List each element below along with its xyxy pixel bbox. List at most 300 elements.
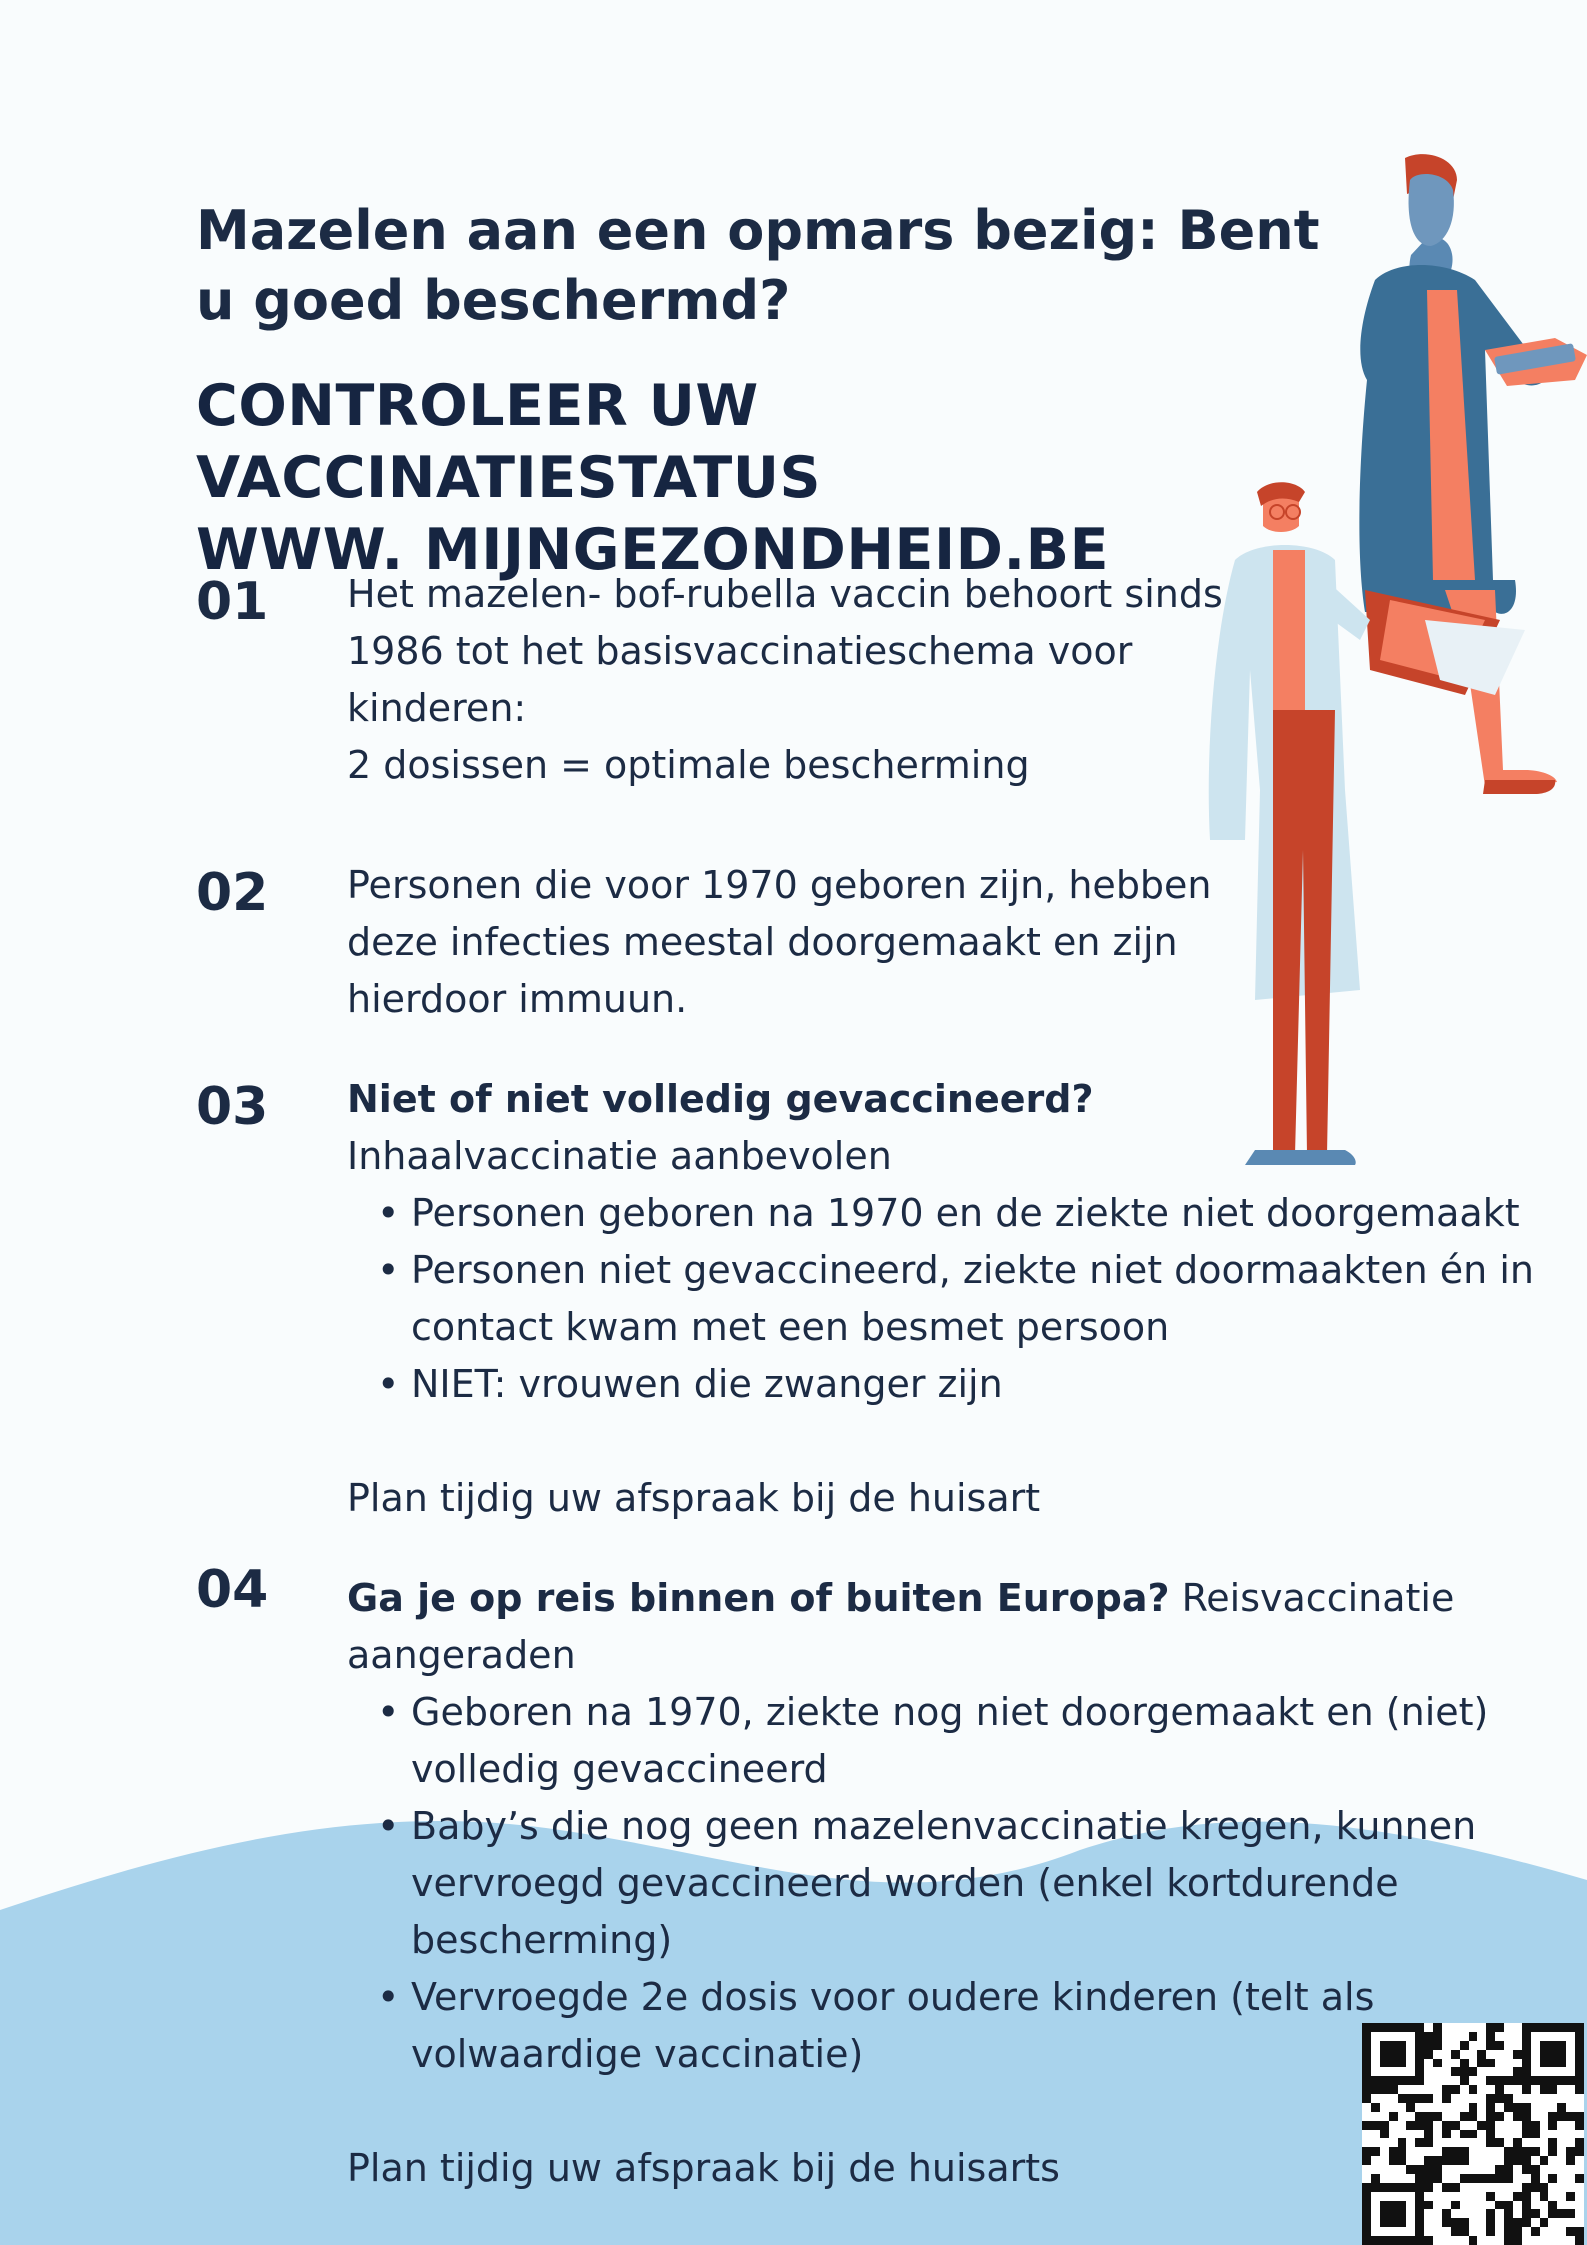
qr-module xyxy=(1433,2103,1442,2112)
qr-module xyxy=(1406,2192,1415,2201)
qr-module xyxy=(1398,2103,1407,2112)
qr-module xyxy=(1380,2121,1389,2130)
qr-module xyxy=(1433,2059,1442,2068)
qr-module xyxy=(1415,2236,1424,2245)
qr-module xyxy=(1451,2174,1460,2183)
item-04-bullet: • Geboren na 1970, ziekte nog niet doorgemaakt en (niet) volledig gevaccineerd xyxy=(377,1684,1497,1798)
qr-module xyxy=(1442,2227,1451,2236)
qr-module xyxy=(1513,2041,1522,2050)
qr-module xyxy=(1451,2147,1460,2156)
qr-module xyxy=(1424,2147,1433,2156)
qr-module xyxy=(1451,2201,1460,2210)
qr-module xyxy=(1566,2076,1575,2085)
qr-module xyxy=(1362,2032,1371,2041)
qr-module xyxy=(1389,2085,1398,2094)
qr-module xyxy=(1415,2165,1424,2174)
qr-module xyxy=(1371,2138,1380,2147)
qr-module xyxy=(1548,2156,1557,2165)
item-04-footer: Plan tijdig uw afspraak bij de huisarts xyxy=(347,2146,1060,2190)
qr-module xyxy=(1389,2201,1398,2210)
item-02 xyxy=(347,857,1247,1028)
qr-module xyxy=(1362,2156,1371,2165)
qr-module xyxy=(1389,2192,1398,2201)
qr-module xyxy=(1575,2183,1584,2192)
qr-module xyxy=(1477,2165,1486,2174)
qr-module xyxy=(1362,2183,1371,2192)
qr-module xyxy=(1362,2103,1371,2112)
qr-module xyxy=(1406,2165,1415,2174)
qr-module xyxy=(1406,2209,1415,2218)
qr-module xyxy=(1477,2156,1486,2165)
qr-module xyxy=(1415,2023,1424,2032)
qr-module xyxy=(1495,2138,1504,2147)
qr-module xyxy=(1433,2041,1442,2050)
qr-module xyxy=(1424,2041,1433,2050)
qr-module xyxy=(1522,2218,1531,2227)
qr-module xyxy=(1389,2103,1398,2112)
item-number-01: 01 xyxy=(196,572,269,632)
qr-module xyxy=(1531,2085,1540,2094)
qr-module xyxy=(1442,2138,1451,2147)
qr-module xyxy=(1442,2076,1451,2085)
qr-module xyxy=(1433,2085,1442,2094)
qr-module xyxy=(1504,2076,1513,2085)
qr-module xyxy=(1469,2183,1478,2192)
qr-module xyxy=(1460,2085,1469,2094)
qr-module xyxy=(1433,2121,1442,2130)
qr-module xyxy=(1380,2174,1389,2183)
qr-module xyxy=(1504,2138,1513,2147)
qr-module xyxy=(1424,2183,1433,2192)
qr-module xyxy=(1486,2227,1495,2236)
qr-module xyxy=(1451,2218,1460,2227)
qr-module xyxy=(1548,2032,1557,2041)
qr-module xyxy=(1442,2094,1451,2103)
item-04-bullet: • Baby’s die nog geen mazelenvaccinatie kregen, kunnen vervroegd gevaccineerd worden (enkel kortdurende bescherming) xyxy=(377,1798,1497,1969)
qr-module xyxy=(1442,2112,1451,2121)
qr-module xyxy=(1469,2067,1478,2076)
qr-module xyxy=(1575,2094,1584,2103)
qr-module xyxy=(1575,2059,1584,2068)
qr-module xyxy=(1548,2174,1557,2183)
qr-module xyxy=(1477,2130,1486,2139)
qr-module xyxy=(1460,2041,1469,2050)
qr-module xyxy=(1460,2201,1469,2210)
qr-module xyxy=(1575,2192,1584,2201)
qr-module xyxy=(1495,2032,1504,2041)
qr-module xyxy=(1424,2156,1433,2165)
qr-module xyxy=(1531,2041,1540,2050)
qr-module xyxy=(1371,2094,1380,2103)
qr-module xyxy=(1513,2103,1522,2112)
qr-module xyxy=(1469,2130,1478,2139)
qr-module xyxy=(1433,2156,1442,2165)
qr-module xyxy=(1398,2201,1407,2210)
qr-module xyxy=(1469,2147,1478,2156)
qr-module xyxy=(1442,2067,1451,2076)
qr-module xyxy=(1540,2050,1549,2059)
qr-module xyxy=(1566,2192,1575,2201)
qr-module xyxy=(1522,2023,1531,2032)
qr-module xyxy=(1566,2041,1575,2050)
qr-module xyxy=(1415,2201,1424,2210)
qr-module xyxy=(1495,2112,1504,2121)
qr-module xyxy=(1522,2192,1531,2201)
qr-module xyxy=(1398,2192,1407,2201)
qr-module xyxy=(1424,2085,1433,2094)
qr-module xyxy=(1566,2209,1575,2218)
qr-module xyxy=(1398,2085,1407,2094)
qr-module xyxy=(1486,2156,1495,2165)
qr-module xyxy=(1548,2059,1557,2068)
qr-module xyxy=(1424,2227,1433,2236)
qr-module xyxy=(1540,2147,1549,2156)
qr-module xyxy=(1451,2112,1460,2121)
qr-module xyxy=(1442,2121,1451,2130)
qr-module xyxy=(1469,2227,1478,2236)
qr-module xyxy=(1504,2147,1513,2156)
qr-module xyxy=(1504,2059,1513,2068)
qr-module xyxy=(1442,2218,1451,2227)
qr-module xyxy=(1495,2174,1504,2183)
qr-module xyxy=(1442,2085,1451,2094)
qr-module xyxy=(1477,2218,1486,2227)
qr-module xyxy=(1522,2183,1531,2192)
qr-module xyxy=(1469,2192,1478,2201)
qr-module xyxy=(1406,2121,1415,2130)
qr-module xyxy=(1575,2147,1584,2156)
qr-module xyxy=(1557,2094,1566,2103)
qr-module xyxy=(1442,2032,1451,2041)
qr-module xyxy=(1486,2032,1495,2041)
qr-module xyxy=(1575,2112,1584,2121)
qr-module xyxy=(1451,2236,1460,2245)
qr-module xyxy=(1424,2059,1433,2068)
qr-module xyxy=(1460,2130,1469,2139)
qr-module xyxy=(1433,2147,1442,2156)
qr-module xyxy=(1531,2174,1540,2183)
qr-module xyxy=(1531,2165,1540,2174)
qr-module xyxy=(1575,2067,1584,2076)
qr-module xyxy=(1380,2130,1389,2139)
qr-module xyxy=(1477,2236,1486,2245)
qr-module xyxy=(1504,2094,1513,2103)
qr-module xyxy=(1371,2076,1380,2085)
qr-module xyxy=(1451,2085,1460,2094)
qr-module xyxy=(1531,2103,1540,2112)
qr-module xyxy=(1513,2023,1522,2032)
qr-module xyxy=(1495,2130,1504,2139)
item-03-bullet: • Personen geboren na 1970 en de ziekte niet doorgemaakt xyxy=(377,1185,1547,1242)
qr-module xyxy=(1495,2103,1504,2112)
qr-module xyxy=(1469,2076,1478,2085)
qr-module xyxy=(1531,2094,1540,2103)
qr-module xyxy=(1540,2183,1549,2192)
qr-module xyxy=(1380,2218,1389,2227)
qr-module xyxy=(1442,2174,1451,2183)
qr-module xyxy=(1557,2192,1566,2201)
qr-module xyxy=(1557,2041,1566,2050)
qr-module xyxy=(1531,2076,1540,2085)
qr-module xyxy=(1460,2067,1469,2076)
qr-module xyxy=(1415,2192,1424,2201)
qr-module xyxy=(1451,2121,1460,2130)
qr-module xyxy=(1380,2050,1389,2059)
qr-module xyxy=(1424,2094,1433,2103)
qr-module xyxy=(1460,2094,1469,2103)
qr-module xyxy=(1486,2147,1495,2156)
qr-module xyxy=(1504,2103,1513,2112)
qr-module xyxy=(1406,2236,1415,2245)
qr-module xyxy=(1433,2094,1442,2103)
qr-module xyxy=(1433,2209,1442,2218)
qr-module xyxy=(1540,2067,1549,2076)
qr-module xyxy=(1522,2165,1531,2174)
qr-module xyxy=(1433,2192,1442,2201)
qr-module xyxy=(1513,2192,1522,2201)
qr-module xyxy=(1495,2067,1504,2076)
qr-module xyxy=(1442,2041,1451,2050)
qr-module xyxy=(1495,2050,1504,2059)
qr-module xyxy=(1460,2147,1469,2156)
qr-module xyxy=(1486,2041,1495,2050)
qr-module xyxy=(1566,2218,1575,2227)
qr-module xyxy=(1513,2156,1522,2165)
qr-module xyxy=(1398,2174,1407,2183)
qr-module xyxy=(1575,2076,1584,2085)
qr-module xyxy=(1495,2085,1504,2094)
qr-module xyxy=(1389,2050,1398,2059)
qr-module xyxy=(1548,2041,1557,2050)
cta-line-1: CONTROLEER UW VACCINATIESTATUS xyxy=(196,373,822,511)
qr-module xyxy=(1415,2156,1424,2165)
qr-module xyxy=(1531,2067,1540,2076)
qr-module xyxy=(1504,2165,1513,2174)
qr-module xyxy=(1495,2183,1504,2192)
qr-module xyxy=(1531,2201,1540,2210)
qr-module xyxy=(1406,2174,1415,2183)
qr-module xyxy=(1406,2067,1415,2076)
qr-module xyxy=(1540,2138,1549,2147)
qr-module xyxy=(1380,2183,1389,2192)
qr-module xyxy=(1548,2218,1557,2227)
qr-module xyxy=(1415,2032,1424,2041)
qr-module xyxy=(1380,2192,1389,2201)
qr-module xyxy=(1513,2174,1522,2183)
qr-module xyxy=(1362,2067,1371,2076)
qr-module xyxy=(1486,2138,1495,2147)
qr-module xyxy=(1460,2076,1469,2085)
qr-module xyxy=(1380,2094,1389,2103)
qr-module xyxy=(1415,2209,1424,2218)
qr-module xyxy=(1495,2201,1504,2210)
qr-module xyxy=(1469,2201,1478,2210)
qr-module xyxy=(1513,2067,1522,2076)
item-03-text: Inhaalvaccinatie aanbevolen xyxy=(347,1134,892,1178)
qr-module xyxy=(1460,2121,1469,2130)
qr-module xyxy=(1433,2236,1442,2245)
qr-module xyxy=(1477,2192,1486,2201)
qr-module xyxy=(1566,2094,1575,2103)
item-number-03: 03 xyxy=(196,1077,269,1137)
qr-module xyxy=(1380,2236,1389,2245)
qr-module xyxy=(1380,2147,1389,2156)
qr-module xyxy=(1398,2218,1407,2227)
qr-module xyxy=(1522,2209,1531,2218)
qr-module xyxy=(1566,2227,1575,2236)
qr-module xyxy=(1451,2067,1460,2076)
qr-module xyxy=(1442,2147,1451,2156)
qr-module xyxy=(1442,2183,1451,2192)
qr-module xyxy=(1557,2085,1566,2094)
qr-module xyxy=(1548,2067,1557,2076)
qr-module xyxy=(1522,2103,1531,2112)
qr-module xyxy=(1424,2050,1433,2059)
qr-module xyxy=(1451,2209,1460,2218)
qr-module xyxy=(1540,2218,1549,2227)
qr-module xyxy=(1415,2130,1424,2139)
qr-module xyxy=(1451,2023,1460,2032)
qr-module xyxy=(1451,2094,1460,2103)
qr-module xyxy=(1531,2183,1540,2192)
qr-module xyxy=(1575,2218,1584,2227)
qr-module xyxy=(1495,2209,1504,2218)
qr-module xyxy=(1531,2032,1540,2041)
qr-module xyxy=(1371,2236,1380,2245)
qr-module xyxy=(1389,2174,1398,2183)
qr-module xyxy=(1531,2112,1540,2121)
qr-module xyxy=(1406,2050,1415,2059)
qr-module xyxy=(1477,2076,1486,2085)
qr-module xyxy=(1362,2094,1371,2103)
item-04 xyxy=(347,1570,1497,2197)
qr-module xyxy=(1540,2112,1549,2121)
qr-module xyxy=(1433,2076,1442,2085)
qr-module xyxy=(1371,2067,1380,2076)
qr-module xyxy=(1389,2041,1398,2050)
qr-module xyxy=(1540,2076,1549,2085)
qr-module xyxy=(1575,2121,1584,2130)
qr-module xyxy=(1398,2227,1407,2236)
qr-module xyxy=(1486,2218,1495,2227)
qr-module xyxy=(1513,2209,1522,2218)
qr-module xyxy=(1389,2156,1398,2165)
qr-module xyxy=(1406,2147,1415,2156)
qr-module xyxy=(1371,2227,1380,2236)
qr-module xyxy=(1477,2183,1486,2192)
qr-module xyxy=(1548,2192,1557,2201)
qr-module xyxy=(1513,2032,1522,2041)
qr-module xyxy=(1548,2227,1557,2236)
qr-module xyxy=(1540,2174,1549,2183)
qr-module xyxy=(1486,2236,1495,2245)
item-03-bullet: • NIET: vrouwen die zwanger zijn xyxy=(377,1356,1547,1413)
qr-module xyxy=(1575,2085,1584,2094)
qr-module xyxy=(1504,2121,1513,2130)
qr-module xyxy=(1398,2076,1407,2085)
qr-module xyxy=(1477,2085,1486,2094)
qr-module xyxy=(1460,2112,1469,2121)
qr-module xyxy=(1495,2059,1504,2068)
qr-module xyxy=(1557,2023,1566,2032)
qr-module xyxy=(1406,2023,1415,2032)
qr-module xyxy=(1486,2059,1495,2068)
qr-module xyxy=(1415,2076,1424,2085)
qr-module xyxy=(1522,2067,1531,2076)
qr-module xyxy=(1398,2121,1407,2130)
qr-module xyxy=(1477,2201,1486,2210)
qr-module xyxy=(1406,2201,1415,2210)
qr-module xyxy=(1362,2201,1371,2210)
qr-module xyxy=(1504,2041,1513,2050)
qr-module xyxy=(1513,2094,1522,2103)
qr-module xyxy=(1469,2121,1478,2130)
qr-module xyxy=(1548,2121,1557,2130)
qr-module xyxy=(1477,2067,1486,2076)
qr-module xyxy=(1433,2130,1442,2139)
qr-module xyxy=(1531,2130,1540,2139)
qr-module xyxy=(1371,2174,1380,2183)
qr-module xyxy=(1451,2192,1460,2201)
qr-module xyxy=(1362,2174,1371,2183)
qr-module xyxy=(1486,2183,1495,2192)
qr-module xyxy=(1540,2165,1549,2174)
qr-module xyxy=(1540,2085,1549,2094)
qr-module xyxy=(1540,2130,1549,2139)
qr-module xyxy=(1566,2032,1575,2041)
qr-module xyxy=(1415,2059,1424,2068)
qr-module xyxy=(1398,2023,1407,2032)
item-04-text: Reisvaccinatie aangeraden xyxy=(347,1576,1455,1677)
item-01-text-2: 2 dosissen = optimale bescherming xyxy=(347,743,1030,787)
qr-module xyxy=(1389,2067,1398,2076)
qr-module xyxy=(1469,2032,1478,2041)
qr-module xyxy=(1362,2192,1371,2201)
qr-module xyxy=(1389,2032,1398,2041)
qr-module xyxy=(1557,2156,1566,2165)
qr-module xyxy=(1424,2201,1433,2210)
qr-module xyxy=(1486,2209,1495,2218)
qr-module xyxy=(1406,2130,1415,2139)
qr-module xyxy=(1548,2236,1557,2245)
qr-module xyxy=(1460,2138,1469,2147)
qr-module xyxy=(1477,2023,1486,2032)
qr-module xyxy=(1433,2165,1442,2174)
qr-module xyxy=(1406,2094,1415,2103)
qr-module xyxy=(1557,2147,1566,2156)
qr-module xyxy=(1380,2201,1389,2210)
qr-module xyxy=(1504,2227,1513,2236)
qr-module xyxy=(1477,2041,1486,2050)
qr-module xyxy=(1398,2130,1407,2139)
qr-module xyxy=(1495,2156,1504,2165)
qr-module xyxy=(1495,2147,1504,2156)
item-03-footer: Plan tijdig uw afspraak bij de huisart xyxy=(347,1476,1041,1520)
qr-module xyxy=(1495,2165,1504,2174)
qr-module xyxy=(1380,2076,1389,2085)
qr-module xyxy=(1389,2165,1398,2174)
qr-module xyxy=(1451,2183,1460,2192)
qr-module xyxy=(1406,2032,1415,2041)
qr-module xyxy=(1442,2050,1451,2059)
qr-module xyxy=(1424,2192,1433,2201)
qr-module xyxy=(1540,2032,1549,2041)
qr-module xyxy=(1522,2121,1531,2130)
qr-module xyxy=(1495,2023,1504,2032)
qr-module xyxy=(1531,2209,1540,2218)
qr-module xyxy=(1362,2209,1371,2218)
qr-module xyxy=(1406,2138,1415,2147)
